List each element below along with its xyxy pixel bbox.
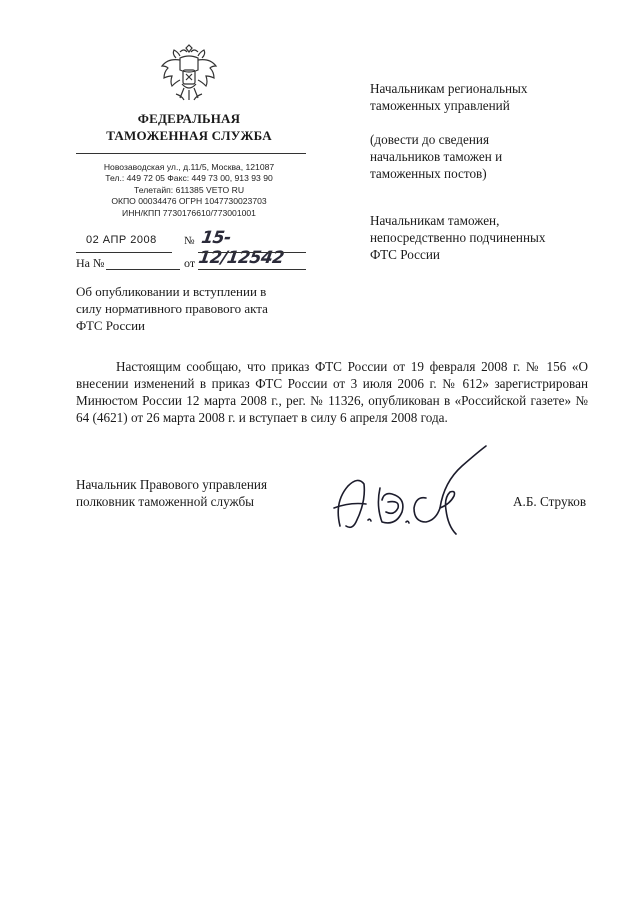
registration-number-label: № <box>184 235 195 247</box>
letter-body <box>76 358 588 426</box>
addressee-line: таможенных управлений <box>370 98 510 113</box>
address-line: Новозаводская ул., д.11/5, Москва, 121087 <box>103 162 275 172</box>
organization-name <box>84 110 294 144</box>
letterhead-rule <box>76 153 306 154</box>
registration-number: 15-12/12542 <box>197 228 286 268</box>
inn-kpp-line: ИНН/КПП 7730176610/773001001 <box>122 207 256 218</box>
body-paragraph: Настоящим сообщаю, что приказ ФТС России от 19 февраля 2008 г. № 156 «О внесении изменений в приказ ФТС России от 3 июля 2006 г. № 612» зарегистрирован Минюстом России 12 марта 2008 г., рег. № 11326, опубликован в «Российской газете» № 64 (4621) от 26 марта 2008 г. и вступает в силу 6 апреля 2008 года. <box>76 359 588 425</box>
org-name-line-2: ТАМОЖЕННАЯ СЛУЖБА <box>106 128 272 143</box>
addressee-customs-heads <box>370 212 600 263</box>
subject-line: ФТС России <box>76 318 145 333</box>
letterhead-address-block <box>84 162 294 219</box>
handwritten-signature <box>326 442 496 542</box>
teletype-line: Телетайп: 611385 VETO RU <box>133 184 245 195</box>
addressee-line: Начальникам таможен, <box>370 213 500 228</box>
registration-date: 02 АПР 2008 <box>86 234 157 246</box>
subject-line: силу нормативного правового акта <box>76 301 268 316</box>
number-underline <box>198 252 306 253</box>
addressee-line: ФТС России <box>370 247 440 262</box>
reference-row <box>76 256 306 274</box>
addressee-regional-directorates <box>370 80 600 114</box>
phone-fax-line: Тел.: 449 72 05 Факс: 449 73 00, 913 93 90 <box>105 173 273 184</box>
date-underline <box>76 252 172 253</box>
addressee-line: начальников таможен и <box>370 149 503 164</box>
addressee-note <box>370 131 600 182</box>
addressee-line: (довести до сведения <box>370 132 490 147</box>
addressee-line: Начальникам региональных <box>370 81 528 96</box>
signer-name: А.Б. Струков <box>513 494 587 509</box>
okpo-ogrn-line: ОКПО 00034476 ОГРН 1047730023703 <box>111 196 267 207</box>
org-name-line-1: ФЕДЕРАЛЬНАЯ <box>137 111 241 126</box>
addressee-line: таможенных постов) <box>370 166 487 181</box>
double-headed-eagle-emblem <box>158 44 220 106</box>
subject-line: Об опубликовании и вступлении в <box>76 284 267 299</box>
addressee-line: непосредственно подчиненных <box>370 230 546 245</box>
signer-rank: полковник таможенной службы <box>76 494 255 509</box>
reference-date-underline <box>198 269 306 270</box>
reference-number-underline <box>106 269 180 270</box>
signer-position: Начальник Правового управления <box>76 477 268 492</box>
letter-subject <box>76 283 306 334</box>
signer-title <box>76 476 316 510</box>
reference-number-label: На № <box>76 256 105 270</box>
reference-from-label: от <box>184 256 196 270</box>
